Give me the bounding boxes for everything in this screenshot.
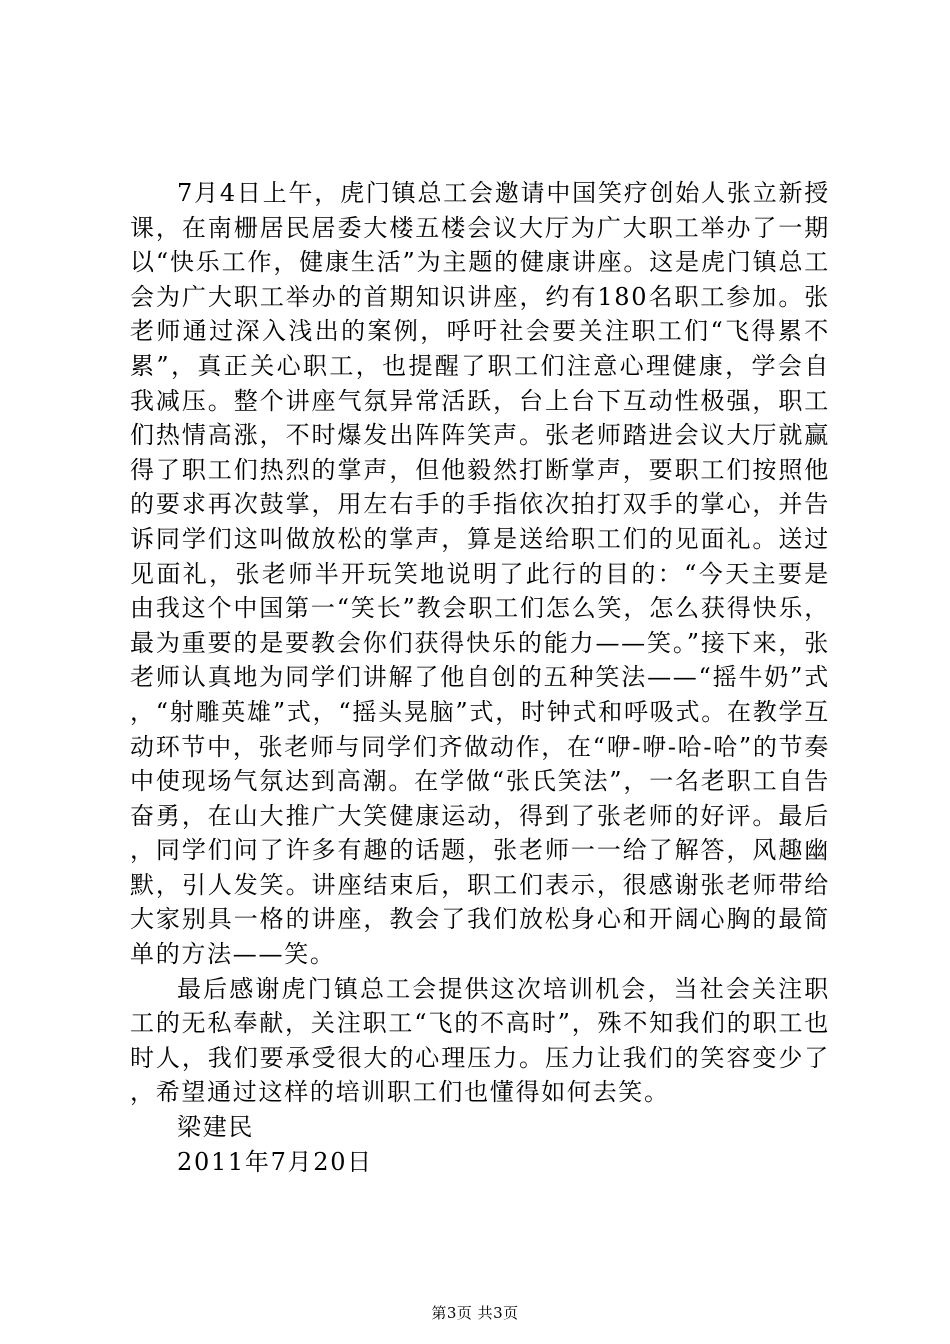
document-body [130, 176, 830, 1179]
paragraph-thanks: 最后感谢虎门镇总工会提供这次培训机会，当社会关注职工的无私奉献，关注职工“飞的不高时”，殊不知我们的职工也时人，我们要承受很大的心理压力。压力让我们的笑容变少了，希望通过这样的培训职工们也懂得如何去笑。 [130, 974, 830, 1107]
signature-name: 梁建民 [177, 1113, 255, 1142]
page-footer: 第3页 共3页 [431, 1304, 519, 1322]
paragraph-lecture-report: 7月4日上午，虎门镇总工会邀请中国笑疗创始人张立新授课，在南栅居民居委大楼五楼会议大厅为广大职工举办了一期以“快乐工作，健康生活”为主题的健康讲座。这是虎门镇总工会为广大职工举办的首期知识讲座，约有180名职工参加。张老师通过深入浅出的案例，呼吁社会要关注职工们“飞得累不累”，真正关心职工，也提醒了职工们注意心理健康，学会自我减压。整个讲座气氛异常活跃，台上台下互动性极强，职工们热情高涨，不时爆发出阵阵笑声。张老师踏进会议大厅就赢得了职工们热烈的掌声，但他毅然打断掌声，要职工们按照他的要求再次鼓掌，用左右手的手指依次拍打双手的掌心，并告诉同学们这叫做放松的掌声，算是送给职工们的见面礼。送过见面礼，张老师半开玩笑地说明了此行的目的：“今天主要是由我这个中国第一“笑长”教会职工们怎么笑，怎么获得快乐，最为重要的是要教会你们获得快乐的能力——笑。”接下来，张老师认真地为同学们讲解了他自创的五种笑法——“摇牛奶”式，“射雕英雄”式，“摇头晃脑”式，时钟式和呼吸式。在教学互动环节中，张老师与同学们齐做动作，在“咿-咿-哈-哈”的节奏中使现场气氛达到高潮。在学做“张氏笑法”，一名老职工自告奋勇，在山大推广大笑健康运动，得到了张老师的好评。最后，同学们问了许多有趣的话题，张老师一一给了解答，风趣幽默，引人发笑。讲座结束后，职工们表示，很感谢张老师带给大家别具一格的讲座，教会了我们放松身心和开阔心胸的最简单的方法——笑。 [130, 179, 830, 969]
signature-date: 2011年7月20日 [177, 1147, 373, 1176]
